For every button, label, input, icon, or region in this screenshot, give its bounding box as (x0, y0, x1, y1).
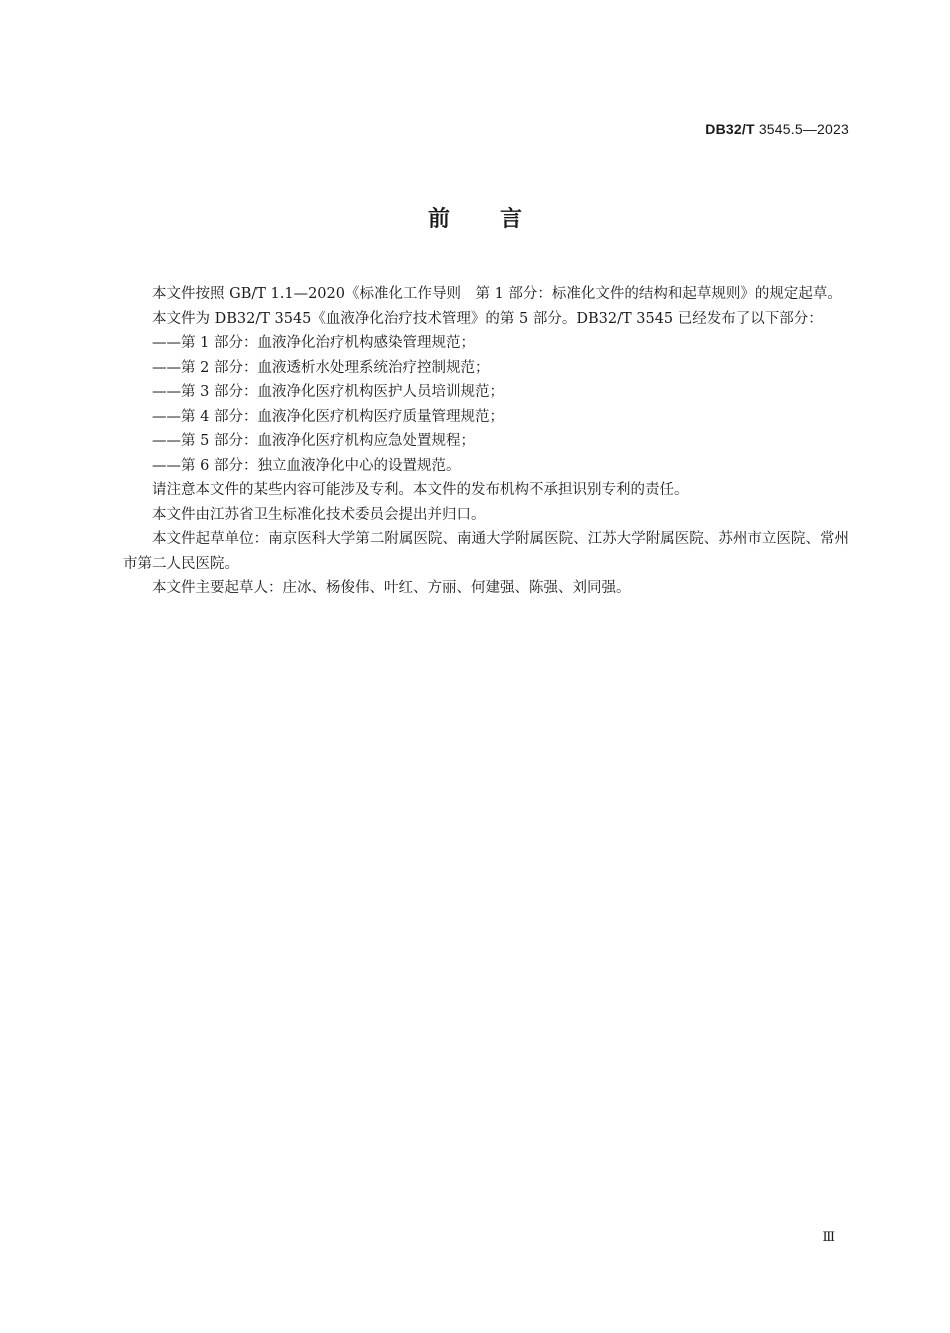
paragraph-patent-notice: 请注意本文件的某些内容可能涉及专利。本文件的发布机构不承担识别专利的责任。 (152, 482, 689, 498)
parts-list (123, 331, 849, 478)
foreword-body (123, 282, 849, 601)
document-code (705, 121, 849, 137)
paragraph-series-info: 本文件为 DB32/T 3545《血液净化治疗技术管理》的第 5 部分。DB32/T 3545 已经发布了以下部分： (152, 310, 823, 327)
page-title: 前言 (427, 207, 572, 232)
list-item: ——第 5 部分：血液净化医疗机构应急处置规程； (152, 433, 475, 449)
list-item: ——第 2 部分：血液透析水处理系统治疗控制规范； (152, 359, 490, 376)
list-item: ——第 6 部分：独立血液净化中心的设置规范。 (152, 457, 461, 474)
paragraph-drafting-rules: 本文件按照 GB/T 1.1—2020《标准化工作导则 第 1 部分：标准化文件的结构和起草规则》的规定起草。 (152, 286, 842, 302)
document-code-number: 3545.5—2023 (754, 121, 849, 137)
paragraph-drafters: 本文件主要起草人：庄冰、杨俊伟、叶红、方丽、何建强、陈强、刘同强。 (152, 580, 631, 596)
list-item: ——第 3 部分：血液净化医疗机构医护人员培训规范； (152, 384, 504, 400)
paragraph-drafting-units: 本文件起草单位：南京医科大学第二附属医院、南通大学附属医院、江苏大学附属医院、苏州市立医院、常州市第二人民医院。 (123, 531, 849, 572)
document-code-prefix: DB32/T (705, 121, 755, 137)
page-number: Ⅲ (822, 1230, 835, 1245)
list-item: ——第 4 部分：血液净化医疗机构医疗质量管理规范； (152, 408, 504, 425)
paragraph-proposer: 本文件由江苏省卫生标准化技术委员会提出并归口。 (152, 506, 486, 523)
list-item: ——第 1 部分：血液净化治疗机构感染管理规范； (152, 335, 475, 351)
